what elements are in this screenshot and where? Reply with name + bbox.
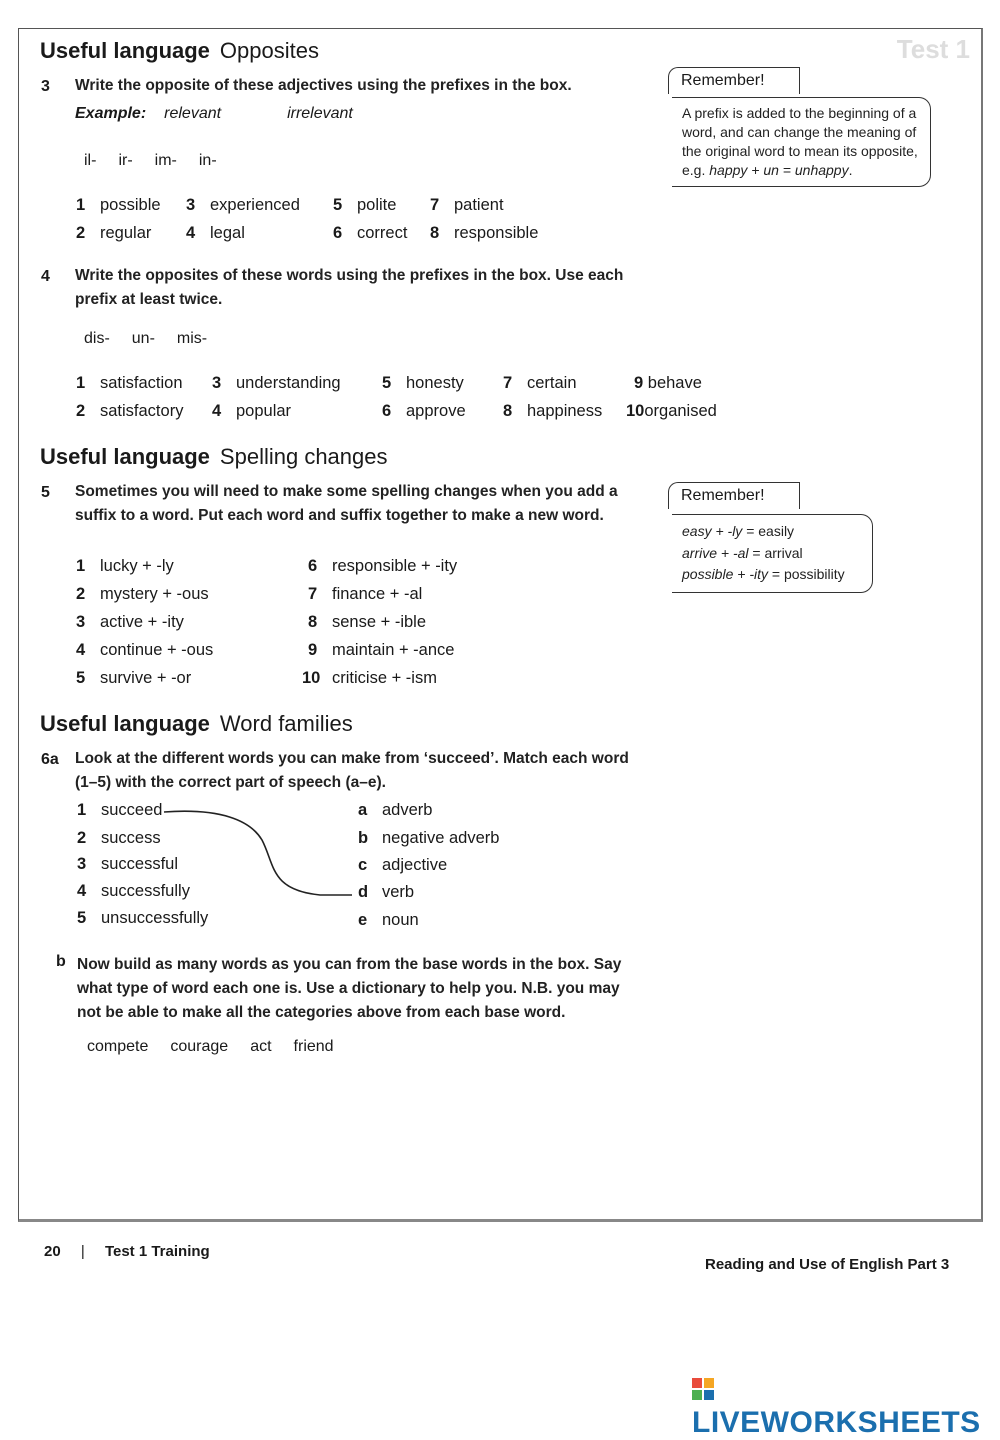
q4-item: 7 certain bbox=[503, 374, 577, 392]
section-label: Useful language bbox=[40, 38, 210, 63]
remember-label-1: Remember! bbox=[668, 67, 800, 94]
q4-item: 8 happiness bbox=[503, 402, 603, 420]
question-3-example bbox=[75, 105, 353, 123]
q4-item: 3 understanding bbox=[212, 374, 341, 392]
q6a-word: 4 successfully bbox=[77, 882, 190, 900]
section-topic: Spelling changes bbox=[219, 444, 388, 469]
test-tab-label: Test 1 bbox=[896, 34, 970, 64]
q4-item: 10organised bbox=[626, 402, 717, 420]
question-number-4: 4 bbox=[41, 268, 50, 285]
example-word: relevant bbox=[164, 105, 222, 122]
q3-item: 3 experienced bbox=[186, 196, 300, 214]
example-answer: irrelevant bbox=[287, 105, 353, 122]
base-word: friend bbox=[293, 1038, 334, 1055]
prefix: mis- bbox=[176, 330, 208, 347]
q6a-part: a adverb bbox=[358, 801, 433, 819]
q4-item: 2 satisfactory bbox=[76, 402, 184, 420]
question-6a-instruction: Look at the different words you can make from ‘succeed’. Match each word (1–5) with the correct part of speech (a–e). bbox=[75, 750, 629, 791]
q4-item: 1 satisfaction bbox=[76, 374, 183, 392]
prefix: in- bbox=[198, 152, 217, 169]
q3-item: 4 legal bbox=[186, 224, 245, 242]
q3-item: 1 possible bbox=[76, 196, 161, 214]
page-number: 20 bbox=[44, 1243, 61, 1260]
base-word: compete bbox=[87, 1038, 149, 1055]
q6a-part: e noun bbox=[358, 911, 419, 929]
footer-separator: | bbox=[80, 1243, 85, 1260]
prefix: un- bbox=[131, 330, 155, 347]
q5-item: 1 lucky + -ly bbox=[76, 557, 174, 575]
base-word-box bbox=[87, 1038, 356, 1056]
q6a-part: c adjective bbox=[358, 856, 448, 874]
prefix-box-q3 bbox=[84, 152, 239, 170]
prefix-box-q4 bbox=[84, 330, 229, 348]
logo-text: LIVEWORKSHEETS bbox=[692, 1406, 981, 1439]
q4-item: 9 behave bbox=[634, 374, 702, 392]
q6a-word: 3 successful bbox=[77, 855, 179, 873]
remember-note-2: easy + -ly = easily arrive + -al = arrival possible + -ity = possibility bbox=[672, 514, 873, 593]
section-title-word-families bbox=[40, 711, 353, 737]
q3-item: 2 regular bbox=[76, 224, 152, 242]
q5-item: 5 survive + -or bbox=[76, 669, 192, 687]
q5-item: 7 finance + -al bbox=[308, 585, 423, 603]
prefix: im- bbox=[154, 152, 177, 169]
q5-item: 4 continue + -ous bbox=[76, 641, 214, 659]
section-title-spelling bbox=[40, 444, 388, 470]
liveworksheets-logo bbox=[692, 1372, 1000, 1440]
q5-item: 2 mystery + -ous bbox=[76, 585, 209, 603]
q3-item: 5 polite bbox=[333, 196, 397, 214]
section-title-opposites bbox=[40, 38, 319, 64]
base-word: act bbox=[250, 1038, 272, 1055]
q6a-part: b negative adverb bbox=[358, 829, 500, 847]
section-topic: Opposites bbox=[219, 38, 319, 63]
question-3-instruction: Write the opposite of these adjectives using the prefixes in the box. bbox=[75, 77, 572, 94]
question-4-instruction: Write the opposites of these words using the prefixes in the box. Use each prefix at least twice. bbox=[75, 267, 624, 308]
base-word: courage bbox=[170, 1038, 229, 1055]
section-topic: Word families bbox=[219, 711, 353, 736]
q3-item: 8 responsible bbox=[430, 224, 539, 242]
question-number-6b: b bbox=[56, 953, 66, 970]
q4-item: 6 approve bbox=[382, 402, 466, 420]
q6a-word: 5 unsuccessfully bbox=[77, 909, 209, 927]
q5-item: 10 criticise + -ism bbox=[302, 669, 437, 687]
question-number-6a: 6a bbox=[41, 751, 59, 768]
section-label: Useful language bbox=[40, 711, 210, 736]
q5-item: 9 maintain + -ance bbox=[308, 641, 455, 659]
footer-right: Reading and Use of English Part 3 bbox=[705, 1256, 950, 1273]
footer-test-label: Test 1 Training bbox=[104, 1243, 210, 1260]
q6a-part: d verb bbox=[358, 883, 415, 901]
example-label: Example: bbox=[75, 105, 147, 122]
q4-item: 4 popular bbox=[212, 402, 292, 420]
q3-item: 7 patient bbox=[430, 196, 504, 214]
remember-note-1: A prefix is added to the beginning of a word, and can change the meaning of the original word to mean its opposite, e.g. happy + un = unhappy. bbox=[672, 97, 931, 187]
q4-item: 5 honesty bbox=[382, 374, 464, 392]
liveworksheets-icon bbox=[692, 1378, 714, 1400]
q5-item: 6 responsible + -ity bbox=[308, 557, 458, 575]
q6a-word: 1 succeed bbox=[77, 801, 163, 819]
question-number-3: 3 bbox=[41, 78, 50, 95]
remember-label-2: Remember! bbox=[668, 482, 800, 509]
q3-item: 6 correct bbox=[333, 224, 408, 242]
prefix: dis- bbox=[84, 330, 110, 347]
prefix: ir- bbox=[118, 152, 133, 169]
question-5-instruction: Sometimes you will need to make some spelling changes when you add a suffix to a word. Put each word and suffix together to make a new word. bbox=[75, 483, 618, 524]
example-match-line bbox=[150, 800, 360, 900]
q5-item: 3 active + -ity bbox=[76, 613, 184, 631]
q6a-word: 2 success bbox=[77, 829, 161, 847]
question-number-5: 5 bbox=[41, 484, 50, 501]
section-label: Useful language bbox=[40, 444, 210, 469]
prefix: il- bbox=[84, 152, 97, 169]
footer-left bbox=[44, 1243, 210, 1260]
question-6b-instruction: Now build as many words as you can from the base words in the box. Say what type of word each one is. Use a dictionary to help you. N.B. you may not be able to make all the categories above from each base word. bbox=[77, 956, 622, 1021]
q5-item: 8 sense + -ible bbox=[308, 613, 427, 631]
